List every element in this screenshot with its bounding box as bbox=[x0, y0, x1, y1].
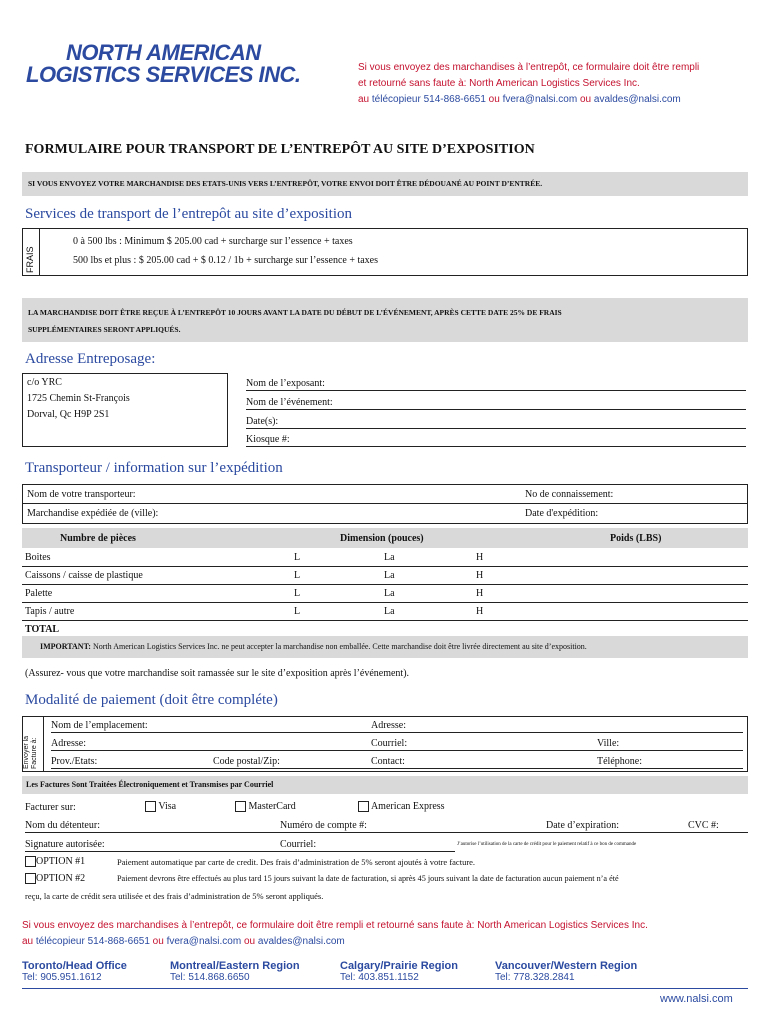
office-tel: Tel: 778.328.2841 bbox=[495, 972, 575, 983]
services-title: Services de transport de l’entrepôt au site d’exposition bbox=[25, 206, 352, 222]
carrier-title: Transporteur / information sur l’expédition bbox=[25, 460, 283, 476]
code-postal-label[interactable]: Code postal/Zip: bbox=[213, 756, 280, 767]
option1-checkbox[interactable] bbox=[25, 856, 36, 867]
prov-label: Prov./Etats: bbox=[51, 756, 98, 767]
dates-label: Date(s): bbox=[246, 416, 279, 427]
top-notice-or2: ou bbox=[579, 94, 592, 105]
deadline-line2: SUPPLÉMENTAIRES SERONT APPLIQUÉS. bbox=[28, 325, 181, 334]
customs-banner-text: SI VOUS ENVOYEZ VOTRE MARCHANDISE DES ETATS-UNIS VERS L’ENTREPÔT, VOTRE ENVOI DOIT ÊTRE DÉDOUANÉ AU POINT D’ENTRÉE. bbox=[28, 179, 543, 188]
telephone-label[interactable]: Téléphone: bbox=[597, 756, 642, 767]
customs-banner bbox=[22, 172, 748, 196]
option2-text2: reçu, la carte de crédit sera utilisée et des frais d’administration de 5% seront appliqués. bbox=[25, 891, 324, 901]
office-tel: Tel: 403.851.1152 bbox=[340, 972, 419, 983]
col-dimension: Dimension (pouces) bbox=[340, 533, 424, 544]
kiosque-label: Kiosque #: bbox=[246, 434, 290, 445]
warehouse-address-box bbox=[22, 373, 228, 447]
row-h: H bbox=[476, 606, 484, 617]
top-notice-email2[interactable]: avaldes@nalsi.com bbox=[593, 94, 681, 105]
emplacement-label: Nom de l’emplacement: bbox=[51, 720, 148, 731]
carrier-name-label[interactable]: Nom de votre transporteur: bbox=[27, 489, 136, 500]
billing-side-label-2: Facture à: bbox=[31, 737, 38, 769]
option1[interactable] bbox=[25, 856, 85, 867]
office-calgary bbox=[340, 960, 458, 983]
visa-option[interactable] bbox=[145, 801, 176, 812]
carrier-box bbox=[22, 484, 748, 524]
office-tel: Tel: 514.868.6650 bbox=[170, 972, 250, 983]
amex-label: American Express bbox=[370, 801, 445, 812]
adresse-label: Adresse: bbox=[51, 738, 86, 749]
row-l: L bbox=[294, 552, 301, 563]
holder-field[interactable] bbox=[25, 820, 748, 833]
col-poids: Poids (LBS) bbox=[610, 533, 662, 544]
emplacement-field[interactable] bbox=[51, 720, 371, 733]
table-row[interactable] bbox=[22, 550, 748, 567]
authorize-text: J’autorise l’utilisation de la carte de crédit pour le paiement relatif à ce bon de commande bbox=[457, 842, 637, 847]
table-row[interactable] bbox=[22, 586, 748, 603]
important-banner bbox=[22, 636, 748, 658]
col-pieces: Numbre de pièces bbox=[60, 533, 136, 544]
account-label[interactable]: Numéro de compte #: bbox=[280, 820, 367, 831]
ship-from-label[interactable]: Marchandise expédiée de (ville): bbox=[27, 508, 159, 519]
bottom-fax: télécopieur 514-868-6651 bbox=[35, 936, 150, 947]
warehouse-addr1: c/o YRC bbox=[27, 377, 62, 388]
row-h: H bbox=[476, 570, 484, 581]
bottom-email1[interactable]: fvera@nalsi.com bbox=[166, 936, 242, 947]
row-l: L bbox=[294, 570, 301, 581]
facturer-label: Facturer sur: bbox=[25, 802, 76, 813]
row-la: La bbox=[384, 606, 395, 617]
ship-date-label[interactable]: Date d'expédition: bbox=[525, 508, 599, 519]
row-label: Boites bbox=[25, 552, 51, 563]
rate-line-2: 500 lbs et plus : $ 205.00 cad + $ 0.12 / 1b + surcharge sur l’essence + taxes bbox=[73, 255, 379, 266]
bottom-au: au bbox=[22, 936, 34, 947]
row-la: La bbox=[384, 588, 395, 599]
expiration-label[interactable]: Date d’expiration: bbox=[546, 820, 620, 831]
bottom-notice-line1: Si vous envoyez des marchandises à l’entrepôt, ce formulaire doit être rempli et retourné sans faute à: North American Logistics Services Inc. bbox=[22, 920, 648, 931]
row-l: L bbox=[294, 588, 301, 599]
option2-label: OPTION #2 bbox=[36, 873, 86, 884]
top-notice-or1: ou bbox=[488, 94, 500, 105]
signature-field[interactable] bbox=[25, 839, 455, 852]
rates-box bbox=[22, 228, 748, 276]
mastercard-option[interactable] bbox=[235, 801, 296, 812]
ville-label[interactable]: Ville: bbox=[597, 738, 620, 749]
adresse-field[interactable] bbox=[51, 738, 371, 751]
table-row[interactable] bbox=[22, 604, 748, 621]
office-tel: Tel: 905.951.1612 bbox=[22, 972, 102, 983]
mastercard-checkbox[interactable] bbox=[235, 801, 246, 812]
holder-label: Nom du détenteur: bbox=[25, 820, 100, 831]
office-montreal bbox=[170, 960, 300, 983]
important-text: North American Logistics Services Inc. ne peut accepter la marchandise non emballée. Cette marchandise doit être livrée directement au site d’exposition. bbox=[90, 642, 587, 651]
bottom-ou1: ou bbox=[152, 936, 164, 947]
office-name: Calgary/Prairie Region bbox=[340, 960, 458, 972]
visa-label: Visa bbox=[158, 801, 177, 812]
evenement-field[interactable] bbox=[246, 397, 746, 410]
prov-field[interactable] bbox=[51, 756, 371, 769]
payment-title: Modalité de paiement (doit être compléte) bbox=[25, 692, 278, 708]
office-toronto bbox=[22, 960, 127, 983]
adresse-right-field[interactable] bbox=[371, 720, 743, 733]
rate-line-1: 0 à 500 lbs : Minimum $ 205.00 cad + surcharge sur l’essence + taxes bbox=[73, 236, 353, 247]
row-h: H bbox=[476, 588, 484, 599]
row-h: H bbox=[476, 552, 484, 563]
row-label: Tapis / autre bbox=[25, 606, 75, 617]
option1-text: Paiement automatique par carte de credit. Des frais d’administration de 5% seront ajoutés à votre facture. bbox=[117, 857, 476, 867]
dates-field[interactable] bbox=[246, 416, 746, 429]
adresse-right-label: Adresse: bbox=[371, 720, 406, 731]
deadline-line1: LA MARCHANDISE DOIT ÊTRE REÇUE À L’ENTREPÔT 10 JOURS AVANT LA DATE DU DÉBUT DE L’ÉVÉNEMENT, APRÈS CETTE DATE 25% DE FRAIS bbox=[28, 308, 562, 317]
electronic-banner bbox=[22, 776, 748, 794]
row-label: Caissons / caisse de plastique bbox=[25, 570, 143, 581]
bottom-ou2: ou bbox=[243, 936, 256, 947]
top-notice-fax: télécopieur 514-868-6651 bbox=[371, 94, 486, 105]
frais-label: FRAIS bbox=[25, 246, 35, 273]
warehouse-title: Adresse Entreposage: bbox=[25, 351, 156, 367]
bottom-email2[interactable]: avaldes@nalsi.com bbox=[257, 936, 345, 947]
company-logo bbox=[26, 40, 316, 90]
signature-label: Signature autorisée: bbox=[25, 839, 105, 850]
top-notice-line2: et retourné sans faute à: North American Logistics Services Inc. bbox=[358, 78, 640, 89]
important-label: IMPORTANT: bbox=[40, 642, 91, 651]
warehouse-addr2: 1725 Chemin St-François bbox=[27, 393, 130, 404]
cvc-label[interactable]: CVC #: bbox=[688, 820, 719, 831]
exposant-field[interactable] bbox=[246, 378, 746, 391]
office-vancouver bbox=[495, 960, 637, 983]
row-l: L bbox=[294, 606, 301, 617]
option2[interactable] bbox=[25, 873, 85, 884]
top-notice-line1: Si vous envoyez des marchandises à l’entrepôt, ce formulaire doit être rempli bbox=[358, 62, 700, 73]
contact-label: Contact: bbox=[371, 756, 405, 767]
row-label: Palette bbox=[25, 588, 53, 599]
evenement-label: Nom de l’événement: bbox=[246, 397, 333, 408]
total-label: TOTAL bbox=[25, 624, 60, 635]
amex-option[interactable] bbox=[358, 801, 445, 812]
logo-line1: NORTH AMERICAN bbox=[66, 40, 261, 65]
top-notice-email1[interactable]: fvera@nalsi.com bbox=[502, 94, 578, 105]
bottom-notice bbox=[22, 918, 752, 950]
visa-checkbox[interactable] bbox=[145, 801, 156, 812]
kiosque-field[interactable] bbox=[246, 434, 746, 447]
pickup-note: (Assurez- vous que votre marchandise soit ramassée sur le site d’exposition après l’événement). bbox=[25, 668, 410, 679]
form-title: FORMULAIRE POUR TRANSPORT DE L’ENTREPÔT AU SITE D’EXPOSITION bbox=[25, 142, 535, 157]
warehouse-addr3: Dorval, Qc H9P 2S1 bbox=[27, 409, 110, 420]
exposant-label: Nom de l’exposant: bbox=[246, 378, 325, 389]
electronic-text: Les Factures Sont Traitées Électroniquement et Transmises par Courriel bbox=[26, 780, 274, 789]
bill-of-lading-label[interactable]: No de connaissement: bbox=[525, 489, 614, 500]
row-la: La bbox=[384, 570, 395, 581]
deadline-banner bbox=[22, 298, 748, 342]
office-name: Vancouver/Western Region bbox=[495, 960, 638, 972]
billing-side-label-1: Envoyer la bbox=[23, 735, 30, 769]
courriel-billing-label: Courriel: bbox=[371, 738, 408, 749]
pieces-header bbox=[22, 528, 748, 548]
courriel-billing-field[interactable] bbox=[371, 738, 743, 751]
office-name: Montreal/Eastern Region bbox=[170, 960, 300, 972]
footer-rule bbox=[22, 988, 748, 989]
mastercard-label: MasterCard bbox=[248, 801, 296, 812]
office-name: Toronto/Head Office bbox=[22, 960, 127, 972]
option1-label: OPTION #1 bbox=[36, 856, 86, 867]
top-notice-au: au bbox=[358, 94, 370, 105]
row-la: La bbox=[384, 552, 395, 563]
top-notice bbox=[358, 60, 758, 108]
option2-text: Paiement devrons être effectués au plus tard 15 jours suivant la date de facturation, si après 45 jours suivant la date de facturation aucun paiement n’a été bbox=[117, 874, 619, 883]
contact-field[interactable] bbox=[371, 756, 743, 769]
website-link[interactable]: www.nalsi.com bbox=[660, 993, 733, 1005]
logo-line2: LOGISTICS SERVICES INC. bbox=[26, 62, 301, 87]
table-row[interactable] bbox=[22, 568, 748, 585]
courriel-sign-label[interactable]: Courriel: bbox=[280, 839, 317, 850]
billing-box bbox=[22, 716, 748, 772]
option2-checkbox[interactable] bbox=[25, 873, 36, 884]
amex-checkbox[interactable] bbox=[358, 801, 369, 812]
